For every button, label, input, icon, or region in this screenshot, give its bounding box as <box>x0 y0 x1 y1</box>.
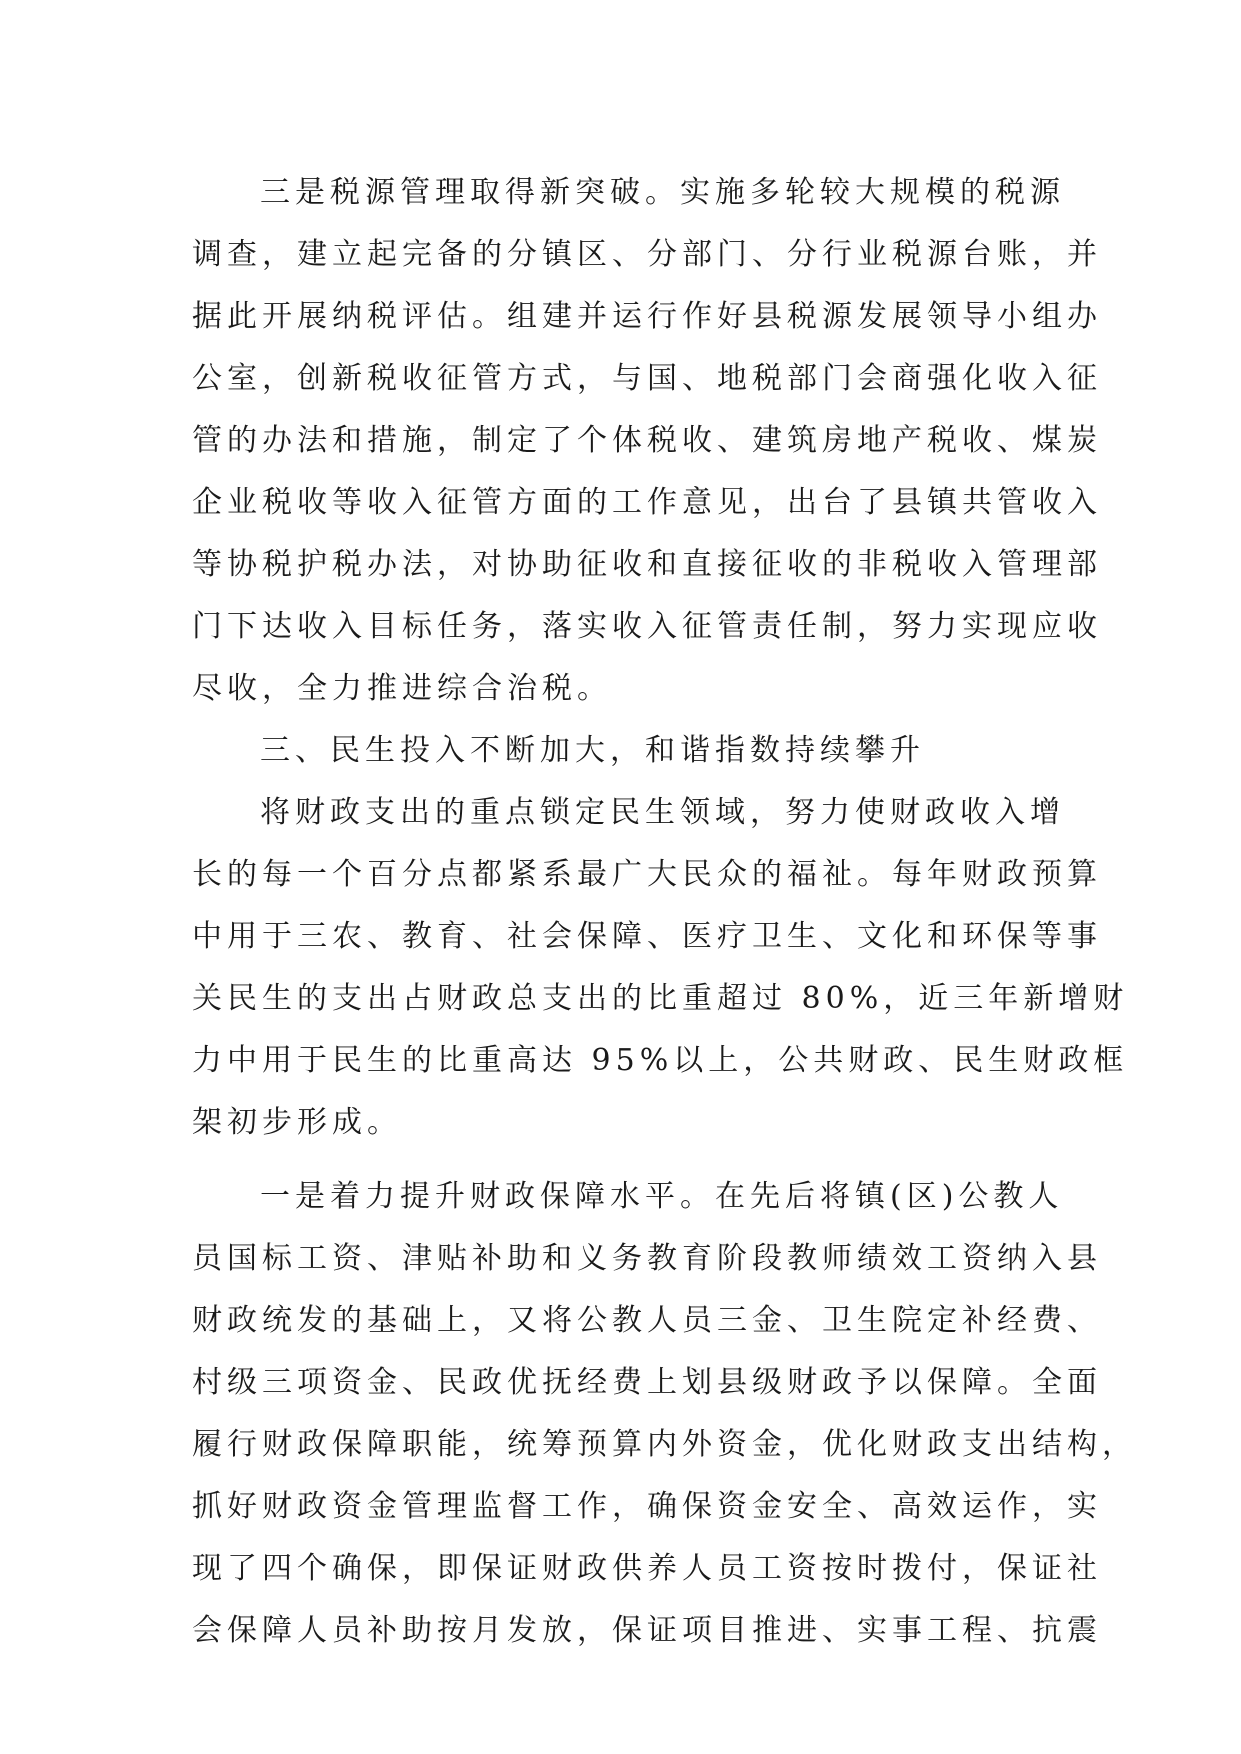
text-line: 尽收，全力推进综合治税。 <box>192 671 612 706</box>
text-line: 中用于三农、教育、社会保障、医疗卫生、文化和环保等事 <box>192 919 1102 954</box>
paragraph-gap <box>192 1154 1048 1166</box>
text-line: 村级三项资金、民政优抚经费上划县级财政予以保障。全面 <box>192 1365 1102 1400</box>
text-line: 员国标工资、津贴补助和义务教育阶段教师绩效工资纳入县 <box>192 1241 1102 1276</box>
text-line: 力中用于民生的比重高达 95%以上，公共财政、民生财政框 <box>192 1043 1129 1078</box>
section-heading: 三、民生投入不断加大，和谐指数持续攀升 <box>260 733 925 768</box>
text-line: 调查，建立起完备的分镇区、分部门、分行业税源台账，并 <box>192 237 1102 272</box>
text-line: 公室，创新税收征管方式，与国、地税部门会商强化收入征 <box>192 361 1102 396</box>
text-line: 履行财政保障职能，统筹预算内外资金，优化财政支出结构， <box>192 1427 1137 1462</box>
document-body <box>192 162 1137 1662</box>
text-line: 长的每一个百分点都紧系最广大民众的福祉。每年财政预算 <box>192 857 1102 892</box>
text-line: 现了四个确保，即保证财政供养人员工资按时拨付，保证社 <box>192 1551 1102 1586</box>
text-line: 管的办法和措施，制定了个体税收、建筑房地产税收、煤炭 <box>192 423 1102 458</box>
text-line: 会保障人员补助按月发放，保证项目推进、实事工程、抗震 <box>192 1613 1102 1648</box>
text-line: 企业税收等收入征管方面的工作意见，出台了县镇共管收入 <box>192 485 1102 520</box>
text-line: 门下达收入目标任务，落实收入征管责任制，努力实现应收 <box>192 609 1102 644</box>
text-line: 将财政支出的重点锁定民生领域，努力使财政收入增 <box>260 795 1065 830</box>
paragraph-guarantee <box>192 1166 1137 1662</box>
text-line: 财政统发的基础上，又将公教人员三金、卫生院定补经费、 <box>192 1303 1102 1338</box>
text-line: 三是税源管理取得新突破。实施多轮较大规模的税源 <box>260 175 1065 210</box>
paragraph-livelihood <box>192 782 1129 1154</box>
text-line: 抓好财政资金管理监督工作，确保资金安全、高效运作，实 <box>192 1489 1102 1524</box>
text-line: 等协税护税办法，对协助征收和直接征收的非税收入管理部 <box>192 547 1102 582</box>
text-line: 架初步形成。 <box>192 1105 402 1140</box>
paragraph-tax-source <box>192 162 1102 720</box>
text-line: 一是着力提升财政保障水平。在先后将镇(区)公教人 <box>260 1179 1064 1214</box>
text-line: 关民生的支出占财政总支出的比重超过 80%，近三年新增财 <box>192 981 1129 1016</box>
text-line: 据此开展纳税评估。组建并运行作好县税源发展领导小组办 <box>192 299 1102 334</box>
